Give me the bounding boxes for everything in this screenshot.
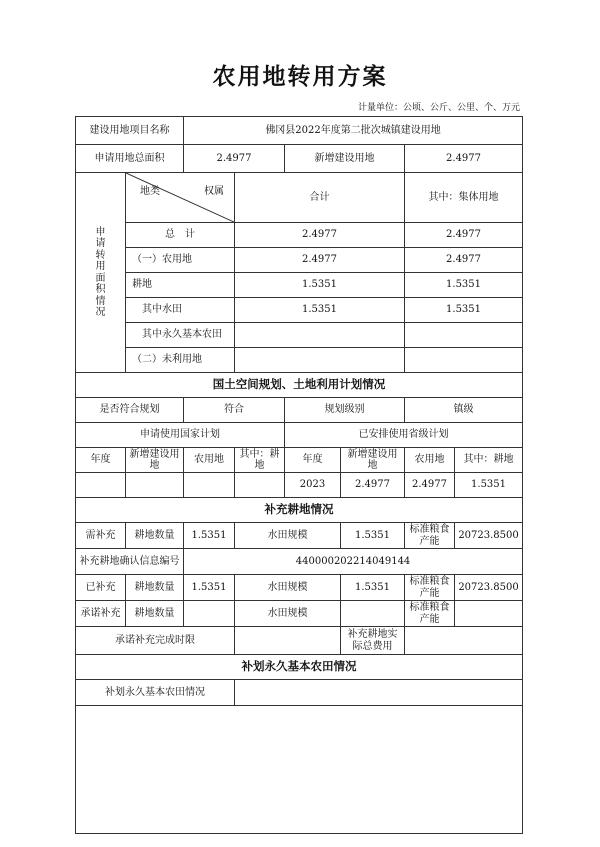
plan-col-header: 农用地: [405, 448, 455, 473]
need-paddy-value: 1.5351: [341, 523, 405, 549]
supplement-section-title: 补充耕地情况: [76, 498, 523, 523]
apply-side-label: 申 请 转 用 面 积 情 况: [76, 173, 126, 373]
apply-row-label: 耕地: [126, 273, 235, 298]
confirm-number-label: 补充耕地确认信息编号: [76, 549, 184, 575]
apply-row-total: 2.4977: [235, 248, 405, 273]
plan-col-header: 新增建设用地: [341, 448, 405, 473]
plan-value: [184, 473, 235, 498]
plan-value: 1.5351: [455, 473, 523, 498]
promise-qty-value: [184, 601, 235, 627]
apply-row-total: [235, 323, 405, 348]
done-supplement-label: 已补充: [76, 575, 126, 601]
planning-section-title: 国土空间规划、土地利用计划情况: [76, 373, 523, 398]
blank-area: [76, 706, 523, 834]
plan-value: [235, 473, 285, 498]
actual-cost-label: 补充耕地实际总费用: [341, 627, 405, 655]
basic-farmland-label: 补划永久基本农田情况: [76, 680, 235, 706]
provincial-plan-label: 已安排使用省级计划: [285, 423, 523, 448]
diagonal-header-cell: [126, 173, 235, 223]
project-name-value: 佛冈县2022年度第二批次城镇建设用地: [184, 117, 523, 145]
done-grain-value: 20723.8500: [455, 575, 523, 601]
header-land-type: 地类: [140, 186, 160, 197]
done-paddy-value: 1.5351: [341, 575, 405, 601]
apply-row-total: 1.5351: [235, 298, 405, 323]
plan-col-header: 年度: [285, 448, 341, 473]
plan-value: 2023: [285, 473, 341, 498]
paddy-label: 水田规模: [235, 601, 341, 627]
basic-farmland-section-title: 补划永久基本农田情况: [76, 655, 523, 680]
plan-col-header: 农用地: [184, 448, 235, 473]
plan-value: 2.4977: [405, 473, 455, 498]
promise-grain-value: [455, 601, 523, 627]
new-construction-label: 新增建设用地: [285, 145, 405, 173]
national-plan-label: 申请使用国家计划: [76, 423, 285, 448]
apply-row-label: 其中永久基本农田: [126, 323, 235, 348]
plan-value: [126, 473, 184, 498]
apply-row-label: （二）未利用地: [126, 348, 235, 373]
need-grain-value: 20723.8500: [455, 523, 523, 549]
apply-row-total: [235, 348, 405, 373]
qty-label: 耕地数量: [126, 523, 184, 549]
apply-row-collective: [405, 323, 523, 348]
unit-note: 计量单位：公顷、公斤、公里、个、万元: [357, 103, 520, 113]
project-name-label: 建设用地项目名称: [76, 117, 184, 145]
basic-farmland-value: [235, 680, 523, 706]
apply-row-collective: 2.4977: [405, 248, 523, 273]
conversion-form-table: [75, 116, 523, 834]
apply-row-total: 1.5351: [235, 273, 405, 298]
plan-col-header: 其中：耕地: [235, 448, 285, 473]
header-ownership: 权属: [204, 186, 224, 197]
deadline-label: 承诺补充完成时限: [76, 627, 235, 655]
plan-level-value: 镇级: [405, 398, 523, 423]
header-total: 合计: [235, 173, 405, 223]
grain-label: 标准粮食产能: [405, 523, 455, 549]
total-area-label: 申请用地总面积: [76, 145, 184, 173]
plan-level-label: 规划级别: [285, 398, 405, 423]
confirm-number-value: 440000202214049144: [184, 549, 523, 575]
header-collective: 其中：集体用地: [405, 173, 523, 223]
apply-row-collective: 1.5351: [405, 298, 523, 323]
conform-value: 符合: [184, 398, 285, 423]
qty-label: 耕地数量: [126, 575, 184, 601]
paddy-label: 水田规模: [235, 523, 341, 549]
plan-value: [76, 473, 126, 498]
plan-col-header: 新增建设用地: [126, 448, 184, 473]
qty-label: 耕地数量: [126, 601, 184, 627]
page-title: 农用地转用方案: [212, 64, 388, 90]
need-supplement-label: 需补充: [76, 523, 126, 549]
apply-row-label: （一）农用地: [126, 248, 235, 273]
new-construction-value: 2.4977: [405, 145, 523, 173]
plan-col-header: 年度: [76, 448, 126, 473]
grain-label: 标准粮食产能: [405, 575, 455, 601]
paddy-label: 水田规模: [235, 575, 341, 601]
conform-label: 是否符合规划: [76, 398, 184, 423]
apply-row-total: 2.4977: [235, 223, 405, 248]
deadline-value: [235, 627, 341, 655]
actual-cost-value: [405, 627, 523, 655]
promise-paddy-value: [341, 601, 405, 627]
apply-row-label: 其中水田: [126, 298, 235, 323]
apply-row-collective: 1.5351: [405, 273, 523, 298]
promise-supplement-label: 承诺补充: [76, 601, 126, 627]
apply-row-label: 总 计: [126, 223, 235, 248]
grain-label: 标准粮食产能: [405, 601, 455, 627]
total-area-value: 2.4977: [184, 145, 285, 173]
need-qty-value: 1.5351: [184, 523, 235, 549]
plan-col-header: 其中：耕地: [455, 448, 523, 473]
apply-row-collective: [405, 348, 523, 373]
plan-value: 2.4977: [341, 473, 405, 498]
diagonal-line: [126, 173, 234, 222]
done-qty-value: 1.5351: [184, 575, 235, 601]
apply-row-collective: 2.4977: [405, 223, 523, 248]
